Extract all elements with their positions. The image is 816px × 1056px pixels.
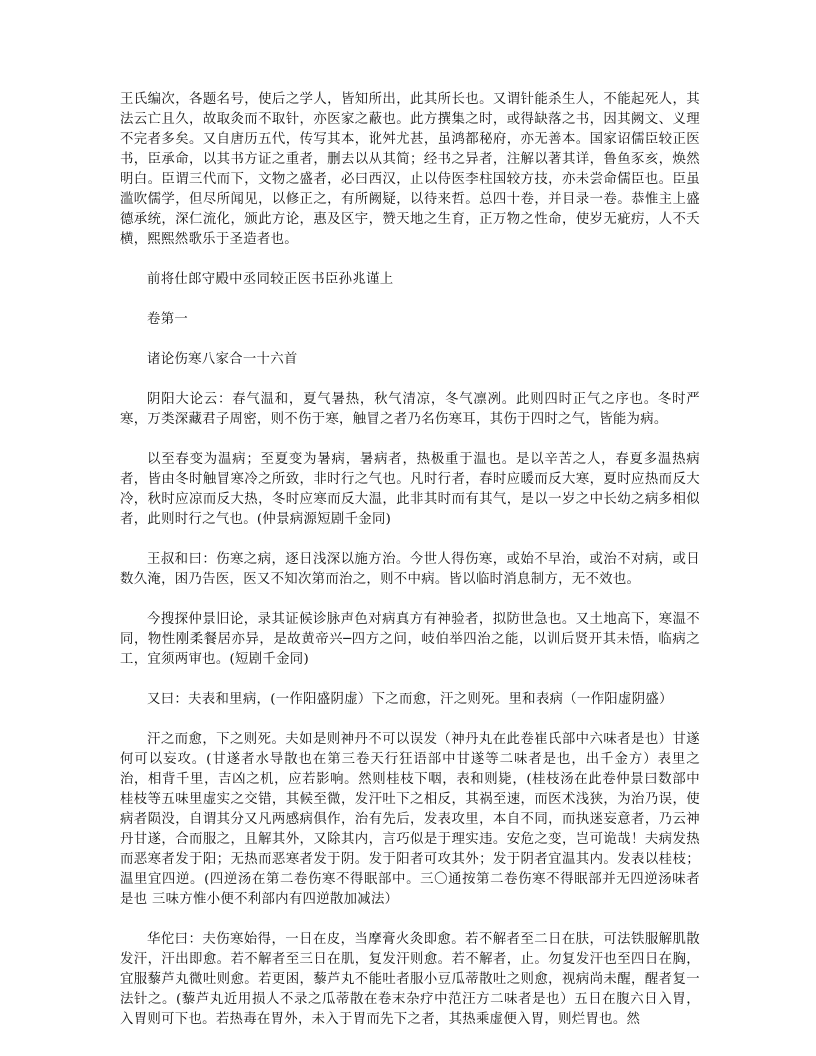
paragraph-gap bbox=[120, 910, 700, 930]
paragraph-gap bbox=[120, 290, 700, 310]
body-paragraph: 汗之而愈，下之则死。夫如是则神丹不可以误发（神丹丸在此卷崔氏部中六味者是也）甘遂何可以妄攻。(甘遂者水导散也在第三卷天行狂语部中甘遂等二味者是也，出千金方）表里之治，相背千里，吉凶之机，应若影响。然则桂枝下咽，表和则毙，(桂枝汤在此卷仲景曰数部中桂枝等五味里虚实之交错，其候至微，发汗吐下之相反，其祸至速，而医术浅狭，为治乃误，使病者陨没，自谓其分又凡两感病俱作，治有先后，发表攻里，本自不同，而执迷妄意者，乃云神丹甘遂，合而服之，且解其外，又除其内，言巧似是于理实违。安危之变，岂可诡哉！夫病发热而恶寒者发于阳；无热而恶寒者发于阴。发于阳者可攻其外；发于阴者宜温其内。发表以桂枝；温里宜四逆。(四逆汤在第二卷伤寒不得眠部中。三〇通按第二卷伤寒不得眠部并无四逆汤味者是也 三味方惟小便不利部内有四逆散加减法） bbox=[120, 732, 700, 907]
paragraph-gap bbox=[120, 250, 700, 270]
paragraph-gap bbox=[120, 430, 700, 450]
body-paragraph: 以至春变为温病；至夏变为暑病，暑病者，热极重于温也。是以辛苦之人，春夏多温热病者，皆由冬时触冒寒冷之所致，非时行之气也。凡时行者，春时应暖而反大寒，夏时应热而反大冷，秋时应凉而反大热，冬时应寒而反大温，此非其时而有其气，是以一岁之中长幼之病多相似者，此则时行之气也。(仲景病源短剧千金同) bbox=[120, 452, 700, 527]
body-paragraph: 王叔和曰：伤寒之病，逐日浅深以施方治。今世人得伤寒，或始不早治，或治不对病，或日数久淹，困乃告医，医又不知次第而治之，则不中病。皆以临时消息制方，无不效也。 bbox=[120, 552, 700, 587]
body-paragraph: 华佗曰：夫伤寒始得，一日在皮，当摩膏火灸即愈。若不解者至二日在肤，可法铁服解肌散发汗，汗出即愈。若不解者至三日在肌，复发汗则愈。若不解者，止。勿复发汗也至四日在胸，宜服藜芦丸微吐则愈。若更困，藜芦丸不能吐者服小豆瓜蒂散吐之则愈，视病尚未醒，醒者复一法针之。(藜芦丸近用损人不录之瓜蒂散在卷末杂疗中范汪方二味者是也）五日在腹六日入胃，入胃则可下也。若热毒在胃外，未入于胃而先下之者，其热乘虚便入胃，则烂胃也。然 bbox=[120, 932, 700, 1027]
body-paragraph: 阴阳大论云：春气温和，夏气暑热，秋气清凉，冬气凛冽。此则四时正气之序也。冬时严寒，万类深藏君子周密，则不伤于寒，触冒之者乃名伤寒耳，其伤于四时之气，皆能为病。 bbox=[120, 392, 700, 427]
paragraph-gap bbox=[120, 330, 700, 350]
preface-paragraph: 王氏编次，各题名号，使后之学人，皆知所出，此其所长也。又谓针能杀生人，不能起死人，其法云亡且久，故取灸而不取针，亦医家之蔽也。此方撰集之时，或得缺落之书，因其阙文、义理不完者多矣。又自唐历五代，传写其本，讹舛尤甚，虽鸿都秘府，亦无善本。国家诏儒臣较正医书，臣承命，以其书方证之重者，删去以从其简；经书之异者，注解以著其详，鲁鱼豕亥，焕然明白。臣谓三代而下，文物之盛者，必曰西汉，止以侍医李柱国较方技，亦未尝命儒臣也。臣虽滥吹儒学，但尽所闻见，以修正之，有所阙疑，以待来哲。总四十卷，并目录一卷。恭惟主上盛德承统，深仁流化，颁此方论，惠及区宇，赞天地之生育，正万物之性命，使岁无疵疠，人不夭横，熙熙然歌乐于圣造者也。 bbox=[120, 92, 700, 247]
document-page bbox=[120, 90, 700, 1030]
section-heading: 诸论伤寒八家合一十六首 bbox=[147, 352, 298, 367]
paragraph-gap bbox=[120, 530, 700, 550]
paragraph-gap bbox=[120, 670, 700, 690]
paragraph-gap bbox=[120, 370, 700, 390]
author-line: 前将仕郎守殿中丞同较正医书臣孙兆谨上 bbox=[147, 272, 394, 287]
volume-heading: 卷第一 bbox=[147, 312, 189, 327]
body-paragraph: 又曰：夫表和里病，(一作阳盛阴虚）下之而愈，汗之则死。里和表病（一作阳虚阴盛） bbox=[147, 692, 673, 707]
paragraph-gap bbox=[120, 590, 700, 610]
paragraph-gap bbox=[120, 710, 700, 730]
body-paragraph: 今搜探仲景旧论，录其证候诊脉声色对病真方有神验者，拟防世急也。又土地高下，寒温不同，物性刚柔餐居亦异，是故黄帝兴─四方之问，岐伯举四治之能，以训后贤开其未悟，临病之工，宜须两审也。(短剧千金同) bbox=[120, 612, 700, 667]
